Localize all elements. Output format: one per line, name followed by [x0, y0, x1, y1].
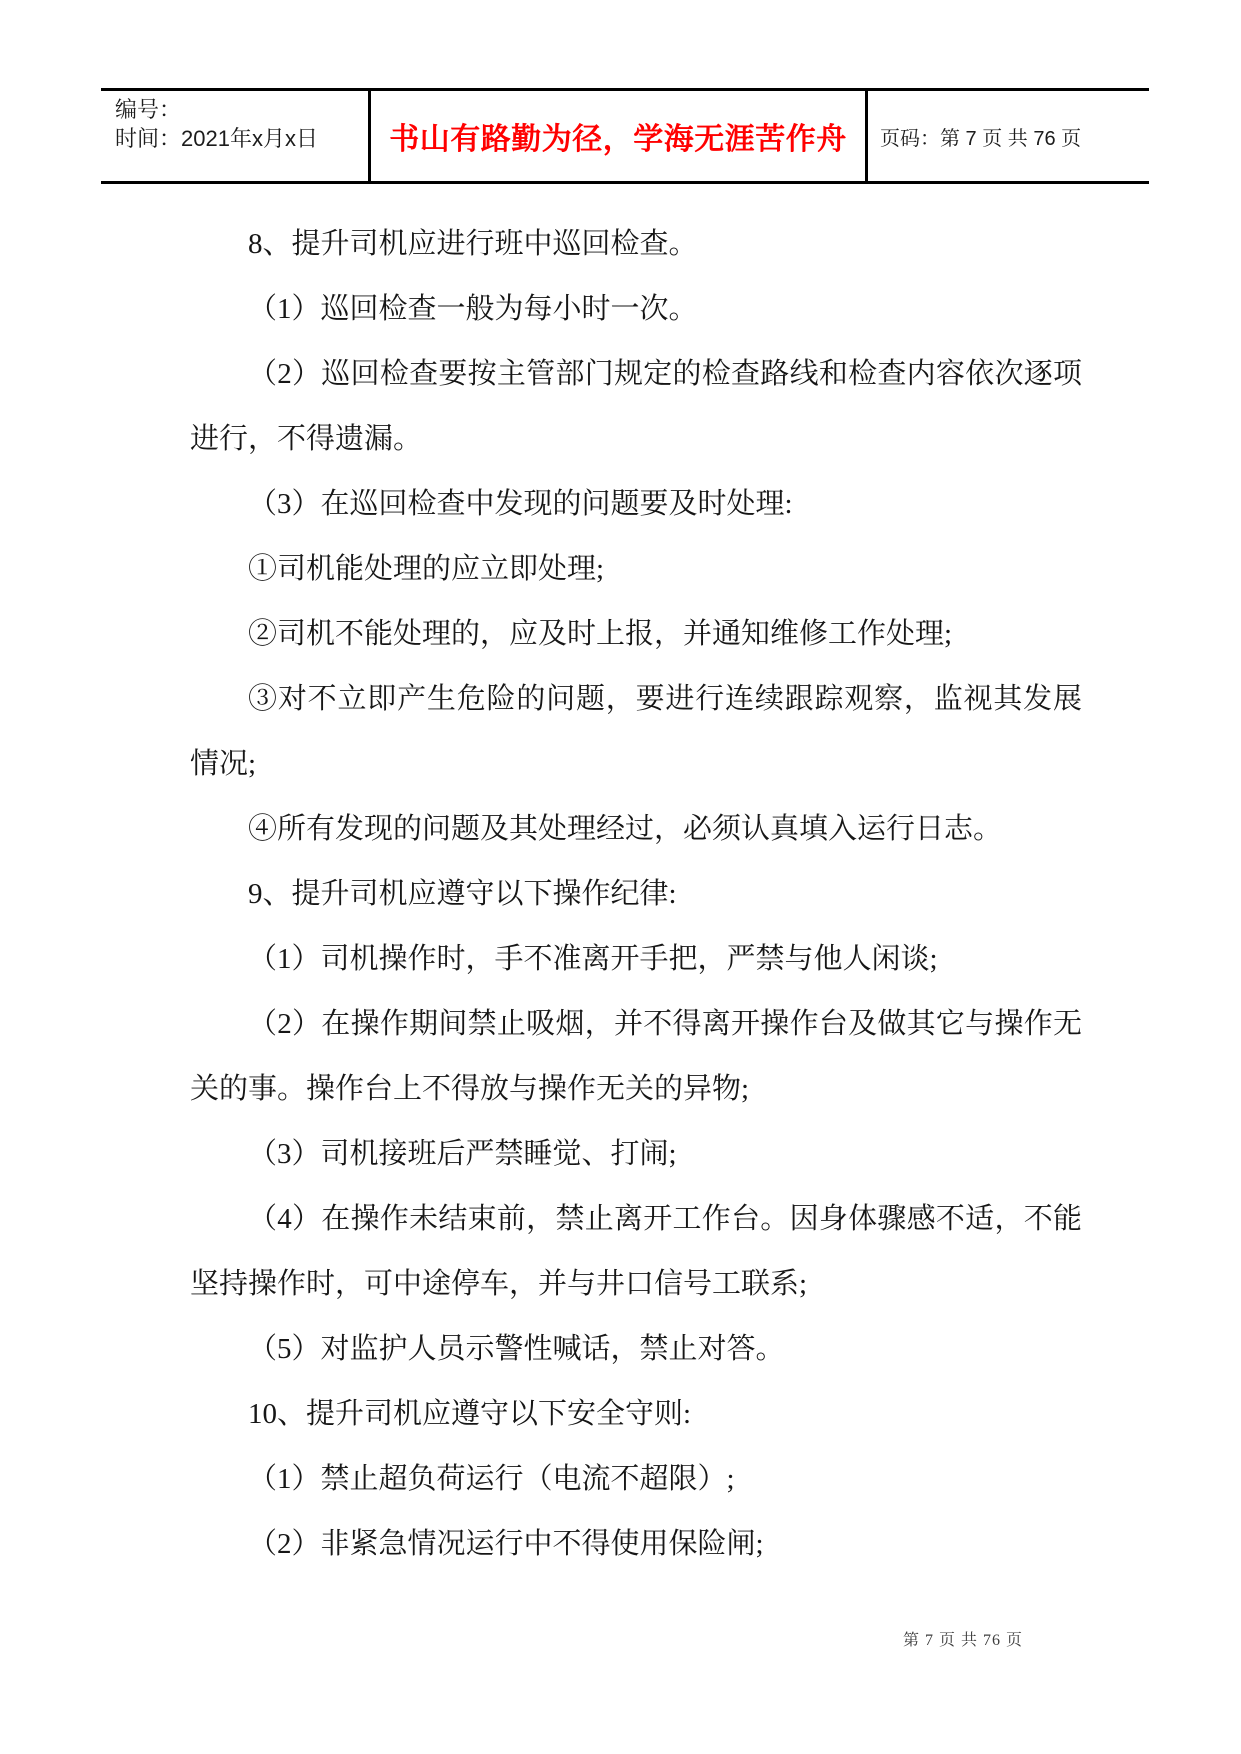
body-paragraph: （1）巡回检查一般为每小时一次。 — [248, 293, 698, 325]
slogan-text: 书山有路勤为径，学海无涯苦作舟 — [389, 123, 847, 156]
footer-page-number: 第 7 页 共 76 页 — [903, 1632, 1024, 1649]
body-paragraph: （4）在操作未结束前，禁止离开工作台。因身体骤感不适，不能坚持操作时，可中途停车，并与井口信号工联系; — [190, 1203, 1082, 1300]
body-paragraph: 10、提升司机应遵守以下安全守则: — [248, 1398, 692, 1430]
header-meta-cell — [101, 91, 368, 181]
body-paragraph: （2）巡回检查要按主管部门规定的检查路线和检查内容依次逐项进行，不得遗漏。 — [190, 358, 1082, 455]
body-paragraph: （1）禁止超负荷运行（电流不超限）; — [248, 1463, 735, 1495]
body-paragraph: 9、提升司机应遵守以下操作纪律: — [248, 878, 677, 910]
body-paragraph: 8、提升司机应进行班中巡回检查。 — [248, 228, 698, 260]
body-paragraph: （3）在巡回检查中发现的问题要及时处理: — [248, 488, 793, 520]
header-table — [101, 88, 1149, 184]
page-number-label: 页码：第 7 页 共 76 页 — [880, 127, 1082, 150]
body-paragraph: （3）司机接班后严禁睡觉、打闹; — [248, 1138, 677, 1170]
body-paragraph: ③对不立即产生危险的问题，要进行连续跟踪观察，监视其发展情况; — [190, 683, 1082, 780]
header-page-cell — [868, 91, 1149, 181]
body-paragraph: （2）非紧急情况运行中不得使用保险闸; — [248, 1528, 764, 1560]
doc-time-label: 时间：2021年x月x日 — [115, 126, 318, 151]
body-paragraph: ②司机不能处理的，应及时上报，并通知维修工作处理; — [248, 618, 953, 650]
header-slogan-cell — [368, 91, 868, 181]
body-paragraph: ①司机能处理的应立即处理; — [248, 553, 605, 585]
page-footer — [903, 1627, 1023, 1650]
body-paragraph: ④所有发现的问题及其处理经过，必须认真填入运行日志。 — [248, 813, 1003, 845]
body-paragraph: （1）司机操作时，手不准离开手把，严禁与他人闲谈; — [248, 943, 938, 975]
doc-number-label: 编号： — [115, 97, 182, 122]
document-body — [190, 212, 1082, 1577]
body-paragraph: （2）在操作期间禁止吸烟，并不得离开操作台及做其它与操作无关的事。操作台上不得放与操作无关的异物; — [190, 1008, 1082, 1105]
body-paragraph: （5）对监护人员示警性喊话，禁止对答。 — [248, 1333, 785, 1365]
